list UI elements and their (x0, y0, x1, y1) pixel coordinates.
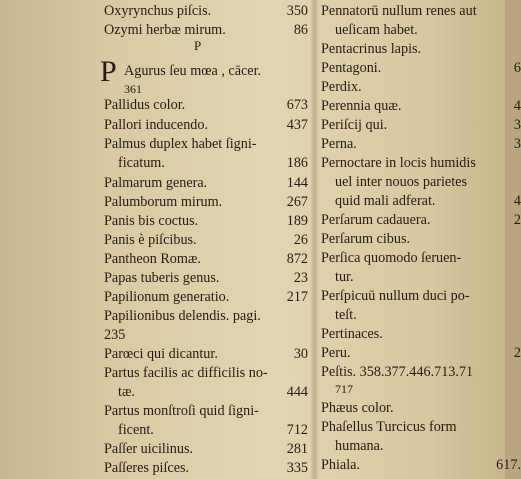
entry-text: ueſicam habet. (335, 22, 418, 38)
entry-text: Paſſeres piſces. (104, 460, 190, 476)
entry-text: Paſſer uicilinus. (104, 441, 194, 457)
entry-text: humana. (335, 438, 384, 454)
entry-text: teſt. (335, 307, 357, 323)
entry-page: 444 (286, 384, 308, 400)
index-entry (321, 365, 521, 380)
index-entry (104, 290, 308, 305)
entry-text: uel inter nouos parietes (335, 174, 467, 190)
index-entry (321, 23, 521, 38)
index-entry (104, 4, 308, 19)
index-entry (321, 118, 521, 133)
entry-text: tur. (335, 269, 354, 285)
entry-text: Agurus ſeu mœa , cācer. (124, 63, 262, 79)
entry-page: 189 (286, 213, 308, 229)
entry-text: ficent. (118, 422, 154, 438)
entry-text: Pallori inducendo. (104, 117, 209, 133)
entry-text: Perdix. (321, 79, 362, 95)
entry-page: 2 (513, 212, 521, 228)
entry-text: ficatum. (118, 155, 165, 171)
index-entry (321, 42, 521, 57)
entry-page: 437 (286, 117, 308, 133)
index-entry (104, 118, 308, 133)
entry-text: 717 (335, 382, 353, 396)
index-entry (124, 64, 314, 79)
index-entry (104, 404, 308, 419)
entry-page: 4 (513, 98, 521, 114)
entry-page: 217 (286, 289, 308, 305)
index-entry (321, 346, 521, 361)
index-entry (321, 137, 521, 152)
index-entry (321, 289, 521, 304)
entry-text: Partus monſtroſi quid ſigni- (104, 403, 259, 419)
entry-text: Pentacrinus lapis. (321, 41, 422, 57)
entry-page: 30 (293, 346, 308, 362)
entry-text: tæ. (118, 384, 135, 400)
index-entry (321, 99, 521, 114)
entry-text: Peſtis. 358.377.446.713.71 (321, 364, 474, 380)
entry-text: Pantheon Romæ. (104, 251, 201, 267)
entry-text: Papilionibus delendis. pagi. (104, 308, 261, 324)
entry-text: Perna. (321, 136, 357, 152)
index-entry (321, 382, 521, 397)
entry-page: 4 (513, 193, 521, 209)
entry-text: Perſpicuū nullum duci po- (321, 288, 470, 304)
entry-page: 6 (513, 60, 521, 76)
index-entry (104, 176, 308, 191)
index-entry (104, 137, 308, 152)
index-entry (321, 308, 521, 323)
entry-page: 335 (286, 460, 308, 476)
entry-text: Phaſellus Turcicus form (321, 419, 457, 435)
index-entry (321, 4, 521, 19)
index-entry (321, 156, 521, 171)
entry-text: Partus facilis ac difficilis no- (104, 365, 268, 381)
index-entry (104, 271, 308, 286)
index-entry (104, 156, 308, 171)
drop-cap: P (100, 55, 117, 88)
entry-text: Perſarum cibus. (321, 231, 411, 247)
index-entry (104, 328, 308, 343)
entry-page: 23 (293, 270, 308, 286)
entry-text: Perſarum cadauera. (321, 212, 431, 228)
entry-page: 186 (286, 155, 308, 171)
entry-text: Perſica quomodo ſeruen- (321, 250, 462, 266)
entry-page: 350 (286, 3, 308, 19)
entry-text: Pentagoni. (321, 60, 382, 76)
index-entry (321, 61, 521, 76)
index-entry (104, 366, 308, 381)
entry-page: 267 (286, 194, 308, 210)
entry-text: Pertinaces. (321, 326, 383, 342)
entry-page: 3 (513, 136, 521, 152)
index-entry (321, 213, 521, 228)
entry-page: 2 (513, 345, 521, 361)
entry-text: Papas tuberis genus. (104, 270, 220, 286)
index-entry (321, 232, 521, 247)
entry-page: 617. (496, 457, 521, 473)
index-entry (104, 233, 308, 248)
entry-text: Palumborum mirum. (104, 194, 223, 210)
index-entry (321, 270, 521, 285)
entry-page: 86 (293, 22, 308, 38)
index-entry (104, 461, 308, 476)
entry-text: Peru. (321, 345, 351, 361)
entry-page: 872 (286, 251, 308, 267)
entry-text: quid mali adferat. (335, 193, 436, 209)
entry-text: Pernoctare in locis humidis (321, 155, 476, 171)
index-entry (104, 442, 308, 457)
entry-text: Phiala. (321, 457, 361, 473)
entry-text: Parœci qui dicantur. (104, 346, 218, 362)
entry-page: 361 (124, 82, 142, 96)
entry-page: 673 (286, 97, 308, 113)
entry-page: 26 (293, 232, 308, 248)
index-entry (104, 309, 308, 324)
index-entry (321, 175, 521, 190)
index-entry (321, 194, 521, 209)
index-entry (104, 23, 308, 38)
entry-text: Papilionum generatio. (104, 289, 230, 305)
entry-text: Pennatorū nullum renes aut (321, 3, 477, 19)
entry-page: 144 (286, 175, 308, 191)
entry-text: Palmus duplex habet ſigni- (104, 136, 257, 152)
entry-text: Perennia quæ. (321, 98, 402, 114)
entry-page: 712 (286, 422, 308, 438)
index-entry (321, 327, 521, 342)
entry-page: 281 (286, 441, 308, 457)
index-entry (104, 423, 308, 438)
index-entry (321, 458, 521, 473)
index-entry (104, 195, 308, 210)
section-letter: P (194, 38, 202, 53)
index-entry (321, 401, 521, 416)
index-entry (104, 385, 308, 400)
index-entry (104, 98, 308, 113)
index-entry (321, 420, 521, 435)
entry-text: Ozymi herbæ mirum. (104, 22, 226, 38)
entry-text: Oxyrynchus piſcis. (104, 3, 212, 19)
entry-text: 235 (104, 327, 126, 343)
index-entry (104, 347, 308, 362)
entry-text: Panis bis coctus. (104, 213, 199, 229)
entry-text: Panis è piſcibus. (104, 232, 197, 248)
entry-text: Periſcij qui. (321, 117, 388, 133)
entry-text: Pallidus color. (104, 97, 186, 113)
index-entry (321, 439, 521, 454)
index-entry (104, 252, 308, 267)
index-entry (321, 80, 521, 95)
index-entry (104, 214, 308, 229)
index-entry (321, 251, 521, 266)
entry-text: Palmarum genera. (104, 175, 208, 191)
entry-text: Phæus color. (321, 400, 394, 416)
entry-page: 3 (513, 117, 521, 133)
